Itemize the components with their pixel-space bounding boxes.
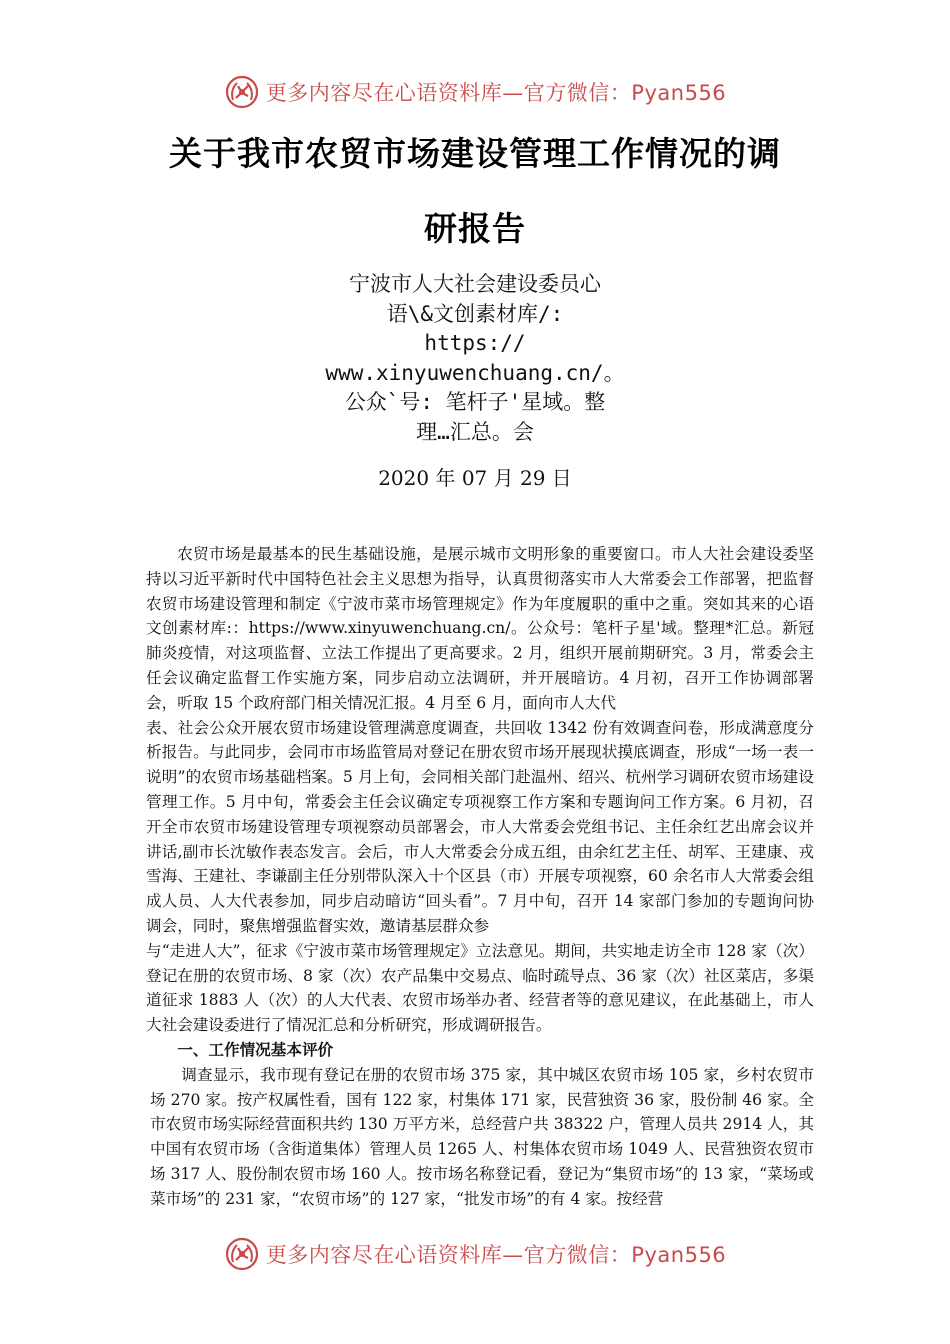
paragraph-evaluation: 调查显示，我市现有登记在册的农贸市场 375 家，其中城区农贸市场 105 家，乡村农贸市场 270 家。按产权属性看，国有 122 家，村集体 171 家，民营独资 36 家，股份制 46 家。全市农贸市场实际经营面积共约 130 万平方米，总经营户共 38322 户，管理人员共 2914 人，其中国有农贸市场（含街道集体）管理人员 1265 人、村集体农贸市场 1049 人、民营独资农贸市场 317 人、股份制农贸市场 160 人。按市场名称登记看，登记为“集贸市场”的 13 家，“菜场或菜市场”的 231 家，“农贸市场”的 127 家，“批发市场”的有 4 家。按经营 bbox=[150, 1065, 814, 1208]
wreath-seal-icon bbox=[224, 74, 260, 110]
paragraph-intro: 农贸市场是最基本的民生基础设施，是展示城市文明形象的重要窗口。市人大社会建设委坚持以习近平新时代中国特色社会主义思想为指导，认真贯彻落实市人大常委会工作部署，把监督农贸市场建设管理和制定《宁波市菜市场管理规定》作为年度履职的重中之重。突如其来的心语文创素材库:：https://www.xinyuwenchuang.cn/。公众号：笔杆子星'域。整理*汇总。新冠肺炎疫情，对这项监督、立法工作提出了更高要求。2 月，组织开展前期研究。3 月，常委会主任会议确定监督工作实施方案，同步启动立法调研，并开展暗访。4 月初，召开工作协调部署会，听取 15 个政府部门相关情况汇报。4 月至 6 月，面向市人大代 bbox=[146, 545, 814, 712]
section-heading: 一、工作情况基本评价 bbox=[177, 1039, 334, 1059]
watermark-footer bbox=[0, 1232, 950, 1276]
watermark-header bbox=[0, 70, 950, 114]
watermark-text: 更多内容尽在心语资料库—官方微信：Pyan556 bbox=[265, 1243, 727, 1267]
document-date: 2020 年 07 月 29 日 bbox=[378, 466, 572, 490]
watermark-text: 更多内容尽在心语资料库—官方微信：Pyan556 bbox=[265, 81, 727, 105]
document-title-line1: 关于我市农贸市场建设管理工作情况的调 bbox=[169, 134, 781, 173]
document-title-line2: 研报告 bbox=[424, 209, 526, 248]
paragraph-intro-final: 与“走进人大”，征求《宁波市菜市场管理规定》立法意见。期间，共实地走访全市 128 家（次）登记在册的农贸市场、8 家（次）农产品集中交易点、临时疏导点、36 家（次）社区菜店，多渠道征求 1883 人（次）的人大代表、农贸市场举办者、经营者等的意见建议，在此基础上，市人大社会建设委进行了情况汇总和分析研究，形成调研报告。 bbox=[146, 941, 814, 1035]
author-block: 宁波市人大社会建设委员心 语\&文创素材库/: https:// www.xinyuwenchuang.cn/。 公众`号: 笔杆子'星域。整 理…汇总。会 bbox=[325, 272, 625, 444]
wreath-seal-icon bbox=[224, 1236, 260, 1272]
document-body bbox=[146, 542, 814, 1212]
paragraph-intro-continued: 表、社会公众开展农贸市场建设管理满意度调查，共回收 1342 份有效调查问卷，形成满意度分析报告。与此同步，会同市市场监管局对登记在册农贸市场开展现状摸底调查，形成“一场一表一说明”的农贸市场基础档案。5 月上旬，会同相关部门赴温州、绍兴、杭州学习调研农贸市场建设管理工作。5 月中旬，常委会主任会议确定专项视察工作方案和专题询问工作方案。6 月初，召开全市农贸市场建设管理专项视察动员部署会，市人大常委会党组书记、主任余红艺出席会议并讲话,副市长沈敏作表态发言。会后，市人大常委会分成五组，由余红艺主任、胡军、王建康、戎雪海、王建社、李谦副主任分别带队深入十个区县（市）开展专项视察，60 余名市人大常委会组成人员、人大代表参加，同步启动暗访“回头看”。7 月中旬，召开 14 家部门参加的专题询问协调会，同时，聚焦增强监督实效，邀请基层群众参 bbox=[146, 718, 814, 935]
